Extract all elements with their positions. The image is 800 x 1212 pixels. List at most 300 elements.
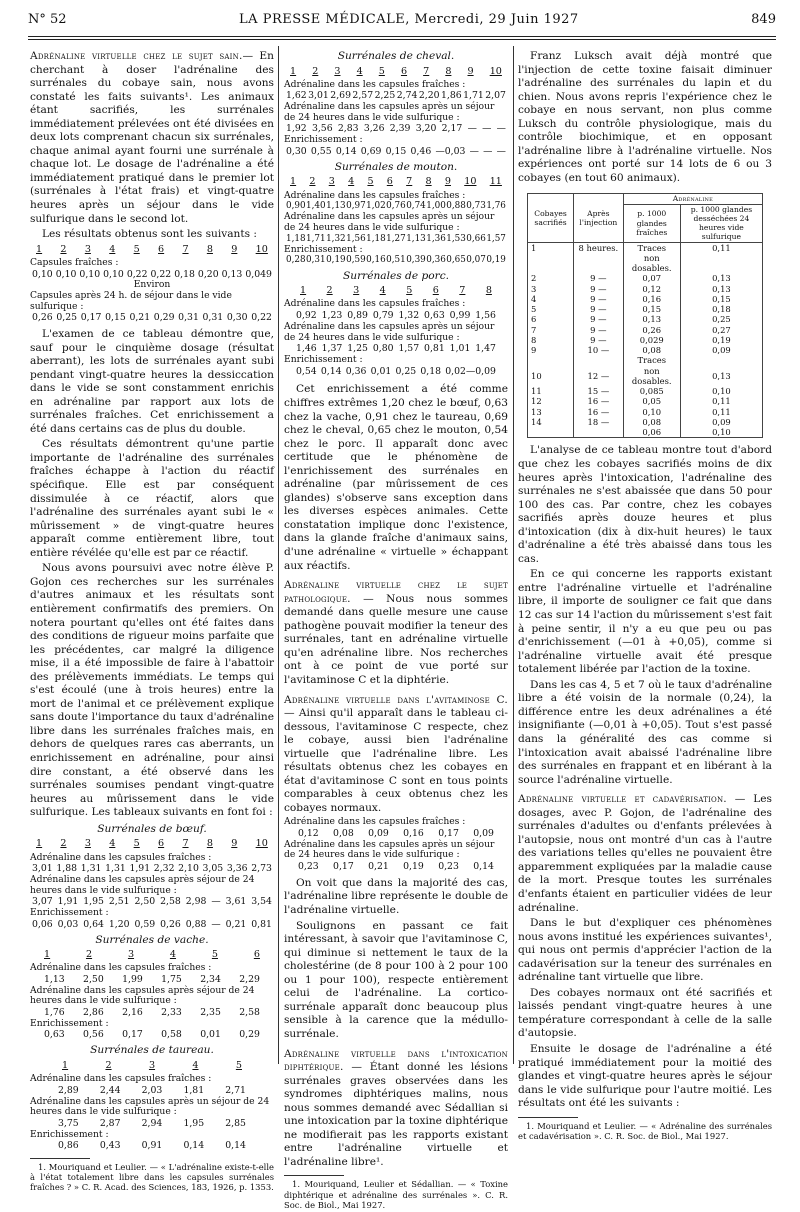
table-cell: 0,10: [623, 407, 680, 417]
cell-value: 5: [406, 285, 413, 297]
table-row: [528, 253, 763, 274]
paragraph: Nous avons poursuivi avec notre élève P. Gojon ces recherches sur les surrénales d'autres animaux et les résultats sont entièrement confirmatifs des premiers. On notera pourtant qu'elles ont été faites dans des conditions de rigueur moins parfaite que les précédentes, car malgré la diligence mise, il a été impossible de faire à l'abattoir des prélèvements immédiats. Le temps qui s'est écoulé (une à trois heures) entre la mort de l'animal et ce prélèvement explique sans doute l'importance du taux d'adrénaline libre dans les surrénales fraîches mais, en dehors de quelques rares cas aberrants, un enrichissement en adrénaline, pour ainsi dire constant, a été observé dans les surrénales soumises pendant vingt-quatre heures au mûrissement dans le vide sulfurique. Les tableaux suivants en font foi :: [30, 562, 274, 819]
cell-value: 0,09: [473, 828, 494, 839]
col-header-apres: Après l'injection: [574, 194, 624, 242]
cell-value: 1,91: [129, 863, 151, 875]
section-avitaminose: Adrénaline virtuelle dans l'avitaminose C. — Ainsi qu'il apparaît dans le tableau ci-dessous, l'avitaminose C respecte, chez le cobaye, aussi bien l'adrénaline virtuelle que l'adrénaline libre. Les résultats obtenus chez les cobayes en état d'avitaminose C sont en tous points comparables à ceux obtenus chez les cobayes normaux.: [284, 693, 508, 814]
cell-value: 2,87: [99, 1117, 121, 1129]
cell-value: 7: [459, 285, 466, 297]
cell-value: 1,23: [321, 310, 343, 322]
section-cadaverisation: Adrénaline virtuelle et cadavérisation. — Les dosages, avec P. Gojon, de l'adrénaline des surrénales d'adultes ou d'enfants prélevées à l'autopsie, nous ont montré d'un cas à l'autre des variations telles qu'elles ne pouvaient être apparemment expliquées par la maladie cause de la mort. Presque toutes les surrénales d'enfants étaient en particulier vidées de leur adrénaline.: [518, 793, 772, 914]
cell-value: 9: [231, 838, 238, 850]
cell-value: 0,25: [56, 312, 78, 324]
cell-value: 0,86: [58, 1140, 79, 1152]
cell-value: 1,01: [449, 343, 471, 355]
cell-value: 2: [105, 1059, 112, 1071]
cell-value: 3: [334, 65, 341, 77]
cell-value: 1,13: [406, 233, 426, 244]
cell-value: 0,07: [466, 255, 486, 266]
row-label: Adrénaline dans les capsules après un séjour de 24 heures dans le vide sulfurique :: [284, 320, 495, 343]
table-title-boeuf: Surrénales de bœuf.: [97, 822, 207, 835]
cell-value: 0,26: [160, 918, 181, 930]
row-label: Adrénaline dans les capsules fraîches :: [284, 189, 466, 201]
row-label: Enrichissement :: [30, 1128, 109, 1140]
numbers-row: [284, 176, 508, 188]
row-label: Enrichissement :: [284, 243, 363, 255]
cell-value: 0,23: [298, 861, 319, 873]
table-cell: 0,10: [680, 386, 762, 396]
cell-value: 0,59: [134, 918, 156, 930]
cell-value: 0,73: [466, 201, 486, 212]
section-heading: Adrénaline virtuelle chez le sujet sain.: [30, 50, 243, 62]
table-row: [528, 396, 763, 406]
table-cell: [528, 253, 574, 274]
page-number: 849: [751, 12, 776, 27]
cell-value: 0,97: [346, 201, 366, 212]
cell-value: 11: [489, 176, 502, 188]
cell-value: 2,69: [330, 90, 351, 102]
cell-value: 1,02: [366, 201, 386, 212]
cell-value: —: [467, 123, 477, 135]
cell-value: 0,14: [473, 861, 494, 873]
table-cell: 0,11: [680, 242, 762, 253]
cell-value: 1,95: [83, 896, 104, 908]
numbers-row: [284, 66, 508, 78]
footnote-rule: [284, 1175, 344, 1176]
cell-value: 3,01: [32, 863, 53, 875]
cell-value: —0,03: [435, 145, 466, 157]
values-row: [30, 974, 274, 986]
cell-value: 0,63: [44, 1029, 65, 1041]
table-cell: 0,029: [623, 335, 680, 345]
table-cell: 0,07: [623, 273, 680, 283]
cell-value: 2,74: [396, 90, 418, 102]
cell-value: 9: [467, 65, 474, 77]
cell-value: 2: [60, 838, 67, 850]
values-row: [30, 1118, 274, 1130]
table-row: [528, 325, 763, 335]
cell-value: 0,91: [141, 1140, 163, 1152]
cell-value: 0,26: [32, 312, 53, 324]
table-cell: Traces: [623, 242, 680, 253]
footnote: 1. Mouriquand et Leulier. — « L'adrénaline existe-t-elle à l'état totalement libre dans les capsules surrénales fraîches ? » C. R. Acad. des Sciences, 183, 1926, p. 1353.: [30, 1162, 274, 1193]
cell-value: 0,31: [202, 312, 224, 324]
cell-value: 2,20: [418, 90, 440, 102]
cell-value: 2,50: [83, 973, 104, 985]
cell-value: 10: [255, 243, 268, 255]
cell-value: 1,32: [326, 233, 346, 244]
table-cell: 16 —: [574, 396, 624, 406]
cell-value: 0,58: [161, 1029, 182, 1041]
cell-value: 10: [489, 65, 502, 77]
cell-value: 3,07: [32, 896, 53, 908]
cell-value: 0,10: [55, 268, 77, 280]
paragraph: L'analyse de ce tableau montre tout d'abord que chez les cobayes sacrifiés moins de dix heures après l'intoxication, l'adrénaline des surrénales ne s'est abaissée que dans 50 pour 100 des cas. Par contre, chez les cobayes sacrifiés après douze heures et plus d'intoxication (dix à dix-huit heures) le taux d'adrénaline a été très abaissé dans tous les cas.: [518, 444, 772, 565]
cell-value: 8: [206, 838, 213, 850]
column-2: [284, 50, 508, 1212]
row-label: Environ: [133, 279, 171, 291]
row-label: Adrénaline dans les capsules fraîches :: [284, 298, 466, 310]
values-row: [30, 1140, 274, 1152]
cell-value: 0,54: [296, 365, 317, 377]
cell-value: 10: [464, 176, 477, 188]
table-cell: 0,08: [623, 345, 680, 355]
section-heading: Adrénaline virtuelle dans l'avitaminose C.: [284, 693, 508, 706]
table-cell: 15 —: [574, 386, 624, 396]
cell-value: 2,85: [225, 1117, 246, 1129]
table-cell: 0,05: [623, 396, 680, 406]
cell-value: 1,27: [386, 233, 406, 244]
section-heading: Adrénaline virtuelle et cadavérisation.: [518, 793, 727, 806]
row-label: Adrénaline dans les capsules fraîches :: [30, 1073, 212, 1085]
cell-value: 5: [367, 176, 374, 188]
cell-value: 2,32: [153, 863, 175, 875]
cell-value: 0,66: [466, 233, 486, 244]
table-cell: 0,085: [623, 386, 680, 396]
cell-value: 2: [312, 65, 319, 77]
cell-value: 2,34: [200, 973, 221, 985]
cell-value: 0,16: [403, 828, 424, 839]
cell-value: 7: [406, 176, 413, 188]
cell-value: 0,88: [446, 201, 466, 212]
col-header-dessechees: p. 1000 glandes desséchées 24 heures vide sulfurique: [680, 204, 762, 242]
cell-value: 2: [326, 285, 333, 297]
values-row: [284, 366, 508, 378]
cell-value: 1,91: [57, 896, 79, 908]
cell-value: 7: [182, 243, 189, 255]
table-cell: 12 —: [574, 366, 624, 387]
cell-value: 3,26: [363, 123, 385, 135]
numbers-row: [30, 244, 274, 256]
table-cell: 0,26: [623, 325, 680, 335]
cell-value: 2,94: [141, 1117, 163, 1129]
cell-value: 1,62: [286, 90, 307, 102]
table-body: [528, 242, 763, 438]
cell-value: 0,28: [286, 255, 306, 266]
row-label: Adrénaline dans les capsules après un séjour de 24 heures dans le vide sulfurique :: [284, 211, 495, 234]
cell-value: 0,06: [32, 918, 53, 930]
table-cell: 0,25: [680, 314, 762, 324]
cell-value: 0,46: [410, 145, 432, 157]
cell-value: 0,25: [395, 365, 417, 377]
row-label: Adrénaline dans les capsules après séjour de 24 heures dans le vide sulfurique :: [30, 984, 255, 1007]
cell-value: 7: [182, 838, 189, 850]
cell-value: 2,51: [108, 896, 130, 908]
cell-value: 1,86: [440, 90, 462, 102]
cell-value: 0,19: [326, 255, 346, 266]
table-title-vache: Surrénales de vache.: [95, 933, 209, 946]
cell-value: 0,51: [386, 255, 406, 266]
cell-value: 0,17: [333, 861, 354, 873]
table-cell: non dosables.: [623, 253, 680, 274]
table-row: [528, 366, 763, 387]
values-row: [30, 1085, 274, 1097]
cell-value: 2,89: [58, 1084, 79, 1096]
cell-value: 1,56: [475, 310, 496, 322]
cell-value: 5: [235, 1059, 242, 1071]
cell-value: 2,07: [485, 90, 506, 102]
cell-value: 2,83: [337, 123, 359, 135]
cell-value: 0,10: [79, 268, 101, 280]
cell-value: 0,12: [298, 828, 319, 839]
cell-value: 0,65: [446, 255, 466, 266]
table-row: [528, 386, 763, 396]
cell-value: 0,21: [225, 918, 247, 930]
table-cell: 10 —: [574, 345, 624, 355]
table-cell: [528, 427, 574, 438]
cell-value: 0,15: [385, 145, 407, 157]
table-cell: 8 heures.: [574, 242, 624, 253]
table-cell: 0,11: [680, 396, 762, 406]
paragraph: On voit que dans la majorité des cas, l'adrénaline libre représente le double de l'adrénaline virtuelle.: [284, 876, 508, 917]
table-cell: 9 —: [574, 314, 624, 324]
cell-value: 3: [127, 949, 135, 961]
section-diphterie: Adrénaline virtuelle dans l'intoxication diphtérique. — Étant donné les lésions surrénales graves observées dans les syndromes diphtériques malins, nous nous sommes demandé avec Sédallian si une intoxication par la toxine diphtérique ne modifierait pas les rapports existant entre l'adrénaline virtuelle et l'adrénaline libre¹.: [284, 1047, 508, 1168]
cell-value: 6: [158, 838, 165, 850]
cell-value: 1,99: [122, 973, 143, 985]
table-cell: 0,09: [680, 345, 762, 355]
cell-value: 0,63: [424, 310, 445, 322]
cell-value: 0,39: [406, 255, 426, 266]
table-title-porc: Surrénales de porc.: [342, 269, 450, 282]
cell-value: 1,46: [296, 343, 317, 355]
cell-value: 2,25: [374, 90, 396, 102]
cell-value: 2,86: [83, 1006, 104, 1018]
cell-value: 0,30: [226, 312, 248, 324]
cell-value: 2,58: [239, 1006, 260, 1018]
cell-value: 2,29: [239, 973, 260, 985]
values-row: [30, 312, 274, 324]
numbers-row: [284, 285, 508, 297]
paragraph: L'examen de ce tableau démontre que, sauf pour le cinquième dosage (résultat aberrant), les lots de surrénales ayant subi pendant vingt-quatre heures la dessiccation dans le vide se sont constamment enrichis en adrénaline par rapport aux lots de surrénales fraîches. Cet enrichissement a été dans certains cas de plus du double.: [30, 328, 274, 435]
cell-value: 1,36: [426, 233, 446, 244]
table-row: [528, 273, 763, 283]
table-row: [528, 407, 763, 417]
cell-value: 2,98: [185, 896, 207, 908]
paragraph: Cet enrichissement a été comme chiffres extrêmes 1,20 chez le bœuf, 0,63 chez la vache, 0,91 chez le taureau, 0,69 chez le cheval, 0,65 chez le mouton, 0,54 chez le porc. Il apparaît donc avec certitude que le phénomène de l'enrichissement des surrénales en adrénaline (par mûrissement de ces glandes) s'observe sans exception dans les diverses espèces animales. Cette constatation implique donc l'existence, dans la glande fraîche d'animaux sains, d'une adrénaline « virtuelle » échappant aux réactifs.: [284, 383, 508, 572]
cell-value: 5: [211, 949, 218, 961]
table-cell: 0,15: [680, 294, 762, 304]
cell-value: 1,47: [475, 343, 496, 355]
table-cell: 0,06: [623, 427, 680, 438]
cell-value: 4: [356, 65, 363, 77]
row-label: Adrénaline dans les capsules fraîches :: [30, 962, 212, 974]
cell-value: 1,25: [347, 343, 368, 355]
cell-value: 3,36: [226, 863, 248, 875]
table-cell: 18 —: [574, 417, 624, 427]
table-cell: 8: [528, 335, 574, 345]
cell-value: 3,56: [311, 123, 333, 135]
cell-value: 4: [192, 1059, 199, 1071]
col-header-cobayes: Cobayes sacrifiés: [528, 194, 574, 242]
header-rule: [28, 36, 776, 37]
cell-value: 4: [348, 176, 355, 188]
cell-value: 1: [290, 176, 297, 188]
cell-value: 2,33: [161, 1006, 182, 1018]
table-cell: 0,19: [680, 335, 762, 345]
table-cell: 0,27: [680, 325, 762, 335]
values-row: [284, 255, 508, 266]
table-cell: [528, 355, 574, 365]
cell-value: —: [483, 145, 493, 157]
cell-value: 0,20: [197, 268, 219, 280]
cell-value: 6: [386, 176, 393, 188]
cell-value: 0,10: [32, 268, 53, 280]
cell-value: 7: [423, 65, 430, 77]
cell-value: 6: [158, 243, 165, 255]
cell-value: 0,13: [221, 268, 243, 280]
cell-value: 0,14: [335, 145, 357, 157]
cell-value: 2,57: [352, 90, 374, 102]
footnote-rule: [518, 1117, 578, 1118]
cell-value: 0,59: [346, 255, 366, 266]
issue-number: N° 52: [28, 12, 67, 27]
cell-value: 0,64: [83, 918, 104, 930]
cell-value: —: [496, 123, 506, 135]
table-cell: 10: [528, 366, 574, 387]
table-cell: 0,13: [623, 314, 680, 324]
row-label: Adrénaline dans les capsules après un séjour de 24 heures dans le vide sulfurique :: [284, 101, 495, 123]
cell-value: 1: [300, 285, 307, 297]
table-cell: 6: [528, 314, 574, 324]
page-header: [28, 12, 776, 34]
cell-value: 1,56: [346, 233, 366, 244]
table-cell: 9 —: [574, 273, 624, 283]
cell-value: 0,99: [449, 310, 471, 322]
cell-value: 1,13: [44, 973, 65, 985]
cell-value: 0,89: [347, 310, 368, 322]
table-title-taureau: Surrénales de taureau.: [90, 1044, 214, 1057]
cell-value: 0,23: [438, 861, 459, 873]
table-cell: 9: [528, 345, 574, 355]
table-row: [528, 242, 763, 253]
cell-value: 0,56: [83, 1029, 104, 1041]
footnote-rule: [30, 1158, 90, 1159]
cell-value: 2,44: [99, 1084, 121, 1096]
cell-value: 1,95: [183, 1117, 205, 1129]
table-cell: 0,11: [680, 407, 762, 417]
paragraph: Ces résultats démontrent qu'une partie importante de l'adrénaline des surrénales fraîches échappe à l'action du réactif spécifique. Elle est par conséquent dissimulée à ce réactif, alors que l'adrénaline des surrénales ayant subi le « mûrissement » de vingt-quatre heures apparaît comme entièrement libre, tout entière révélée qu'elle est par ce réactif.: [30, 438, 274, 559]
row-label: Enrichissement :: [284, 354, 363, 365]
cell-value: 4: [109, 838, 116, 850]
cell-value: 0,14: [225, 1140, 246, 1152]
cell-value: 2,58: [160, 896, 181, 908]
cell-value: 0,36: [426, 255, 446, 266]
table-row: [528, 304, 763, 314]
cell-value: 1: [36, 243, 43, 255]
cell-value: 1,18: [366, 233, 386, 244]
col-header-fraiches: p. 1000 glandes fraîches: [623, 204, 680, 242]
row-label: Enrichissement :: [30, 907, 109, 919]
cell-value: 0,22: [150, 268, 172, 280]
footnote: 1. Mouriquand, Leulier et Sédallian. — « Toxine diphtérique et adrénaline des surrénales ». C. R. Soc. de Biol., Mai 1927.: [284, 1179, 508, 1210]
cell-value: 0,15: [105, 312, 126, 324]
cell-value: 3: [328, 176, 335, 188]
table-cell: 0,12: [623, 284, 680, 294]
cell-value: 1,40: [306, 201, 326, 212]
table-cell: 14: [528, 417, 574, 427]
table-cell: 0,09: [680, 417, 762, 427]
table-cell: 13: [528, 407, 574, 417]
cell-value: 1,31: [105, 863, 126, 875]
paragraph: Dans le but d'expliquer ces phénomènes nous avons institué les expériences suivantes¹, qui nous ont permis d'apprécier l'action de la cadavérisation sur la teneur des surrénales en adrénaline tant virtuelle que libre.: [518, 917, 772, 984]
cell-value: 0,90: [286, 201, 306, 212]
cell-value: 4: [109, 243, 116, 255]
cell-value: 0,17: [80, 312, 102, 324]
cell-value: 0,02—0,09: [445, 365, 496, 377]
cell-value: 0,30: [286, 145, 307, 157]
cell-value: 0,08: [333, 828, 354, 839]
cell-value: —: [496, 145, 506, 157]
cell-value: 0,18: [420, 365, 442, 377]
cell-value: 2,39: [389, 123, 411, 135]
cell-value: 0,81: [424, 343, 445, 355]
row-label: Adrénaline dans les capsules fraîches :: [30, 851, 212, 863]
cell-value: 0,22: [126, 268, 148, 280]
row-label: Adrénaline dans les capsules fraîches :: [284, 816, 466, 828]
cell-value: 8: [425, 176, 432, 188]
cell-value: 8: [206, 243, 213, 255]
table-title-mouton: Surrénales de mouton.: [334, 160, 458, 173]
cell-value: 0,79: [372, 310, 394, 322]
cell-value: 1,71: [306, 233, 326, 244]
values-row: [284, 146, 508, 158]
table-cell: [574, 355, 624, 365]
table-row: [528, 314, 763, 324]
table-row: [528, 294, 763, 304]
row-label: Capsules fraîches :: [30, 256, 119, 268]
table-cell: 0,15: [623, 304, 680, 314]
cell-value: 5: [378, 65, 385, 77]
cell-value: 0,049: [245, 268, 272, 280]
row-label: Adrénaline dans les capsules après séjour de 24 heures dans le vide sulfurique :: [30, 873, 255, 896]
journal-title: LA PRESSE MÉDICALE, Mercredi, 29 Juin 1927: [239, 12, 579, 27]
cell-value: 0,43: [99, 1140, 121, 1152]
table-row: [528, 284, 763, 294]
cell-value: 0,01: [200, 1029, 221, 1041]
table-cell: 9 —: [574, 325, 624, 335]
paragraph: Les résultats obtenus sont les suivants :: [42, 228, 257, 241]
cell-value: 1,13: [326, 201, 346, 212]
cell-value: 3: [84, 838, 91, 850]
cell-value: —: [482, 123, 492, 135]
section-sujet-pathologique: Adrénaline virtuelle chez le sujet pathologique. — Nous nous sommes demandé dans quelle mesure une cause pathogène pouvait modifier la teneur des surrénales, tant en adrénaline virtuelle qu'en adrénaline libre. Nos recherches ont à ce point de vue porté sur l'avitaminose C et la diphtérie.: [284, 579, 508, 686]
cell-value: 0,21: [368, 861, 389, 873]
cell-value: 1,00: [426, 201, 446, 212]
table-cell: 0,13: [680, 273, 762, 283]
table-cell: 9 —: [574, 294, 624, 304]
cell-value: 0,36: [345, 365, 367, 377]
paragraph: Ensuite le dosage de l'adrénaline a été pratiqué immédiatement pour la moitié des glandes et vingt-quatre heures après le séjour dans le vide sulfurique pour l'autre moitié. Les résultats ont été les suivants :: [518, 1042, 772, 1110]
cell-value: 9: [231, 243, 238, 255]
table-cell: 5: [528, 304, 574, 314]
cell-value: 0,09: [368, 828, 389, 839]
cell-value: 2,71: [225, 1084, 246, 1096]
header-rule-double: [28, 39, 776, 40]
col-header-adrenaline: Adrénaline: [623, 194, 762, 204]
cell-value: 6: [432, 285, 439, 297]
cell-value: 10: [255, 838, 268, 850]
cell-value: 1,57: [486, 233, 506, 244]
row-label: Adrénaline dans les capsules après un séjour de 24 heures dans le vide sulfurique :: [30, 1095, 270, 1118]
cell-value: 1: [36, 838, 43, 850]
cell-value: 8: [445, 65, 452, 77]
cell-value: 0,29: [153, 312, 175, 324]
row-label: Adrénaline dans les capsules fraîches :: [284, 78, 466, 90]
section-heading: Adrénaline virtuelle dans l'intoxication diphtérique.: [284, 1047, 508, 1074]
cell-value: 0,80: [372, 343, 394, 355]
table-row: [528, 417, 763, 427]
